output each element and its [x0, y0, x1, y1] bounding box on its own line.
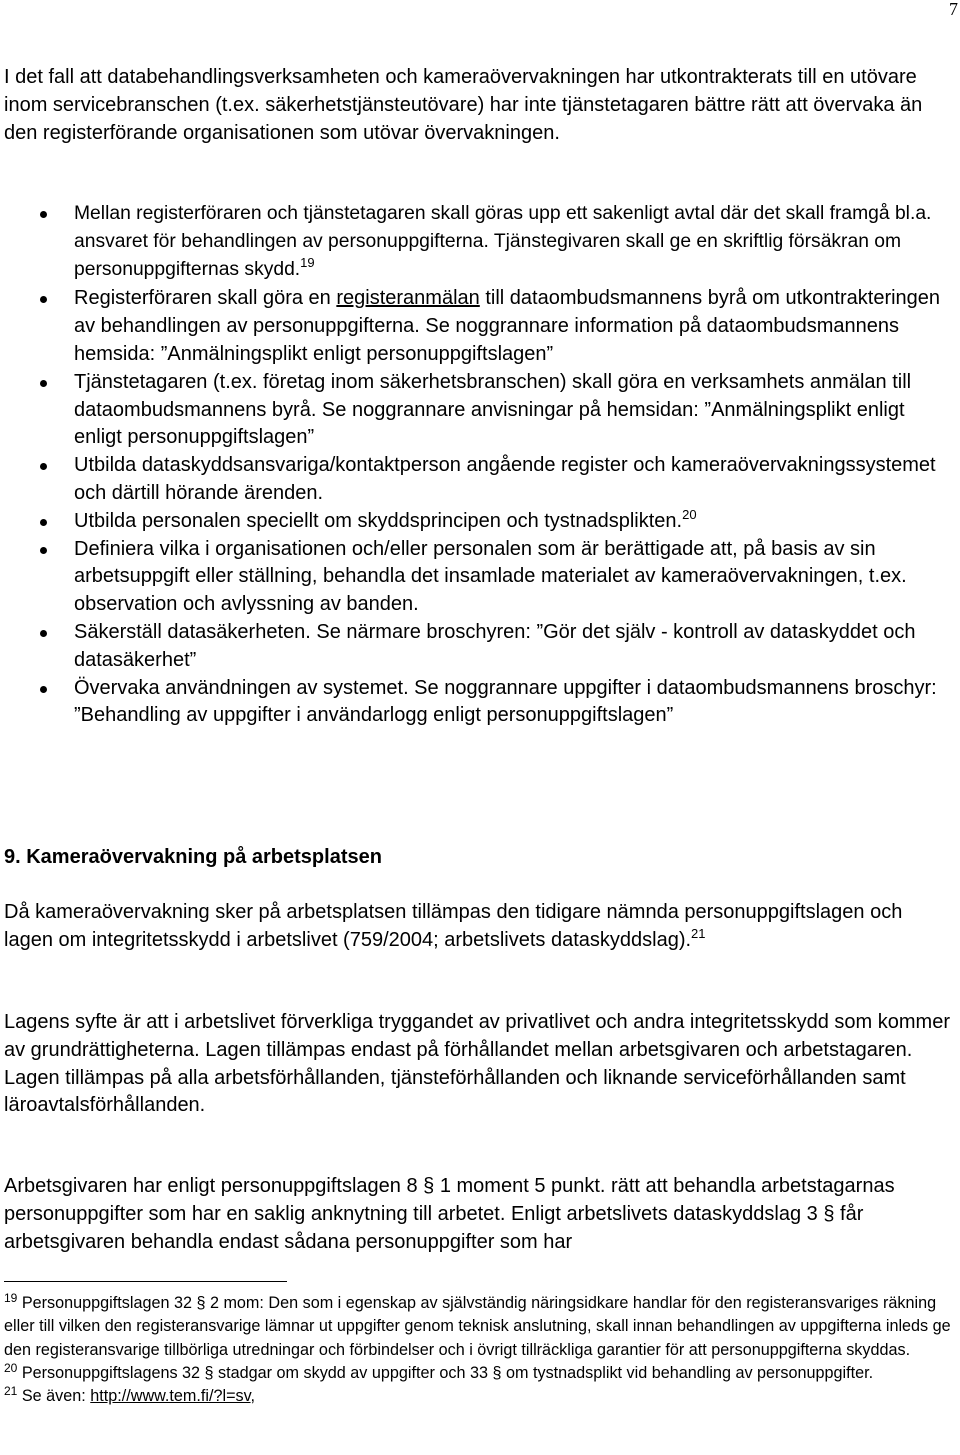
bullet-list	[0, 200, 960, 730]
footnote-text: Se även:	[17, 1387, 91, 1406]
section-paragraph: Arbetsgivaren har enligt personuppgiftslagen 8 § 1 moment 5 punkt. rätt att behandla arbetstagarnas personuppgifter som har en saklig anknytning till arbetet. Enligt arbetslivets dataskyddslag 3 § får arbetsgivaren behandla endast sådana personuppgifter som har	[4, 1175, 895, 1253]
intro-paragraph: I det fall att databehandlingsverksamheten och kameraövervakningen har utkontrakterats till en utövare inom servicebranschen (t.ex. säkerhetstjänsteutövare) har inte tjänstetagaren bättre rätt att övervaka än den registerförande organisationen som utövar övervakningen.	[4, 66, 923, 144]
footnote-text: Personuppgiftslagen 32 § 2 mom: Den som i egenskap av självständig näringsidkare handlar för den registeransvariges räkning eller till vilken den registeransvarige lämnar ut uppgifter genom teknisk anslutning, skall innan behandlingen av uppgifterna inleds ge den registeransvarige tillbörliga utredningar och förbindelser och i övrigt tillräckliga garantier för att personuppgifterna skyddas.	[4, 1294, 951, 1359]
page-number: 7	[949, 0, 958, 19]
bullet-icon	[40, 519, 47, 526]
paragraph-text: Då kameraövervakning sker på arbetsplatsen tillämpas den tidigare nämnda personuppgiftslagen och lagen om integritetsskydd i arbetslivet (759/2004; arbetslivets dataskyddslag).	[4, 901, 903, 951]
footnote-divider	[4, 1281, 287, 1282]
list-item-text: Utbilda personalen speciellt om skyddsprincipen och tystnadsplikten.	[74, 509, 683, 532]
bullet-icon	[40, 686, 47, 693]
list-item-text: Definiera vilka i organisationen och/eller personalen som är berättigade att, på basis av sin arbetsuppgift eller ställning, behandla det insamlade materialet av kameraövervakningen, t.ex. observation och avlyssning av banden.	[74, 537, 907, 616]
bullet-icon	[40, 211, 47, 218]
section-heading: 9. Kameraövervakning på arbetsplatsen	[4, 846, 382, 868]
list-item	[0, 675, 960, 731]
footnote	[4, 1292, 956, 1362]
list-item	[0, 369, 960, 452]
footnote-text: Personuppgiftslagens 32 § stadgar om skydd av uppgifter och 33 § om tystnadsplikt vid behandling av personuppgifter.	[17, 1363, 874, 1382]
footnote-number: 19	[4, 1291, 18, 1305]
list-item	[0, 536, 960, 619]
footnote	[4, 1385, 956, 1408]
footnote-ref[interactable]: 20	[682, 506, 697, 522]
tem-link[interactable]: http://www.tem.fi/?l=sv	[90, 1387, 251, 1406]
list-item	[0, 452, 960, 508]
bullet-icon	[40, 547, 47, 554]
bullet-icon	[40, 296, 47, 303]
list-item-text: Registerföraren skall göra en	[74, 287, 337, 310]
footnote-number: 21	[4, 1384, 18, 1399]
list-item-text: till dataombudsmannens byrå om utkontrakteringen av behandlingen av personuppgifterna. Se noggrannare information på dataombudsmannens hemsida: ”Anmälningsplikt enligt personuppgiftslagen”	[74, 287, 941, 365]
bullet-icon	[40, 630, 47, 637]
list-item	[0, 619, 960, 675]
list-item	[0, 508, 960, 536]
footnote-text: ,	[250, 1387, 256, 1406]
section-paragraph: Lagens syfte är att i arbetslivet förverkliga tryggandet av privatlivet och andra integritetsskydd som kommer av grundrättigheterna. Lagen tillämpas endast på förhållandet mellan arbetsgivaren och arbetstagaren. Lagen tillämpas på alla arbetsförhållanden, tjänsteförhållanden och liknande serviceförhållanden samt läroavtalsförhållanden.	[4, 1011, 950, 1117]
registeranmalan-link[interactable]: registeranmälan	[336, 287, 480, 310]
footnote-ref[interactable]: 19	[300, 254, 315, 270]
footnote-ref[interactable]: 21	[691, 925, 706, 941]
footnote	[4, 1362, 956, 1385]
list-item-text: Övervaka användningen av systemet. Se noggrannare uppgifter i dataombudsmannens broschyr: ”Behandling av uppgifter i användarlogg enligt personuppgiftslagen”	[74, 676, 937, 727]
footnote-number: 20	[4, 1360, 18, 1375]
list-item	[0, 200, 960, 283]
list-item-text: Säkerställ datasäkerheten. Se närmare broschyren: ”Gör det själv - kontroll av dataskyddet och datasäkerhet”	[74, 620, 916, 671]
footnotes	[4, 1292, 956, 1408]
list-item-text: Tjänstetagaren (t.ex. företag inom säkerhetsbranschen) skall göra en verksamhets anmälan till dataombudsmannens byrå. Se noggrannare anvisningar på hemsidan: ”Anmälningsplikt enligt enligt personuppgiftslagen”	[74, 370, 912, 449]
bullet-icon	[40, 463, 47, 470]
bullet-icon	[40, 380, 47, 387]
list-item	[0, 285, 960, 368]
list-item-text: Utbilda dataskyddsansvariga/kontaktperson angående register och kameraövervakningssystemet och därtill hörande ärenden.	[74, 454, 936, 504]
section-paragraph	[4, 899, 956, 955]
list-item-text: Mellan registerföraren och tjänstetagaren skall göras upp ett sakenligt avtal där det skall framgå bl.a. ansvaret för behandlingen av personuppgifterna. Tjänstegivaren skall ge en skriftlig försäkran om personuppgifternas skydd.	[74, 203, 932, 280]
